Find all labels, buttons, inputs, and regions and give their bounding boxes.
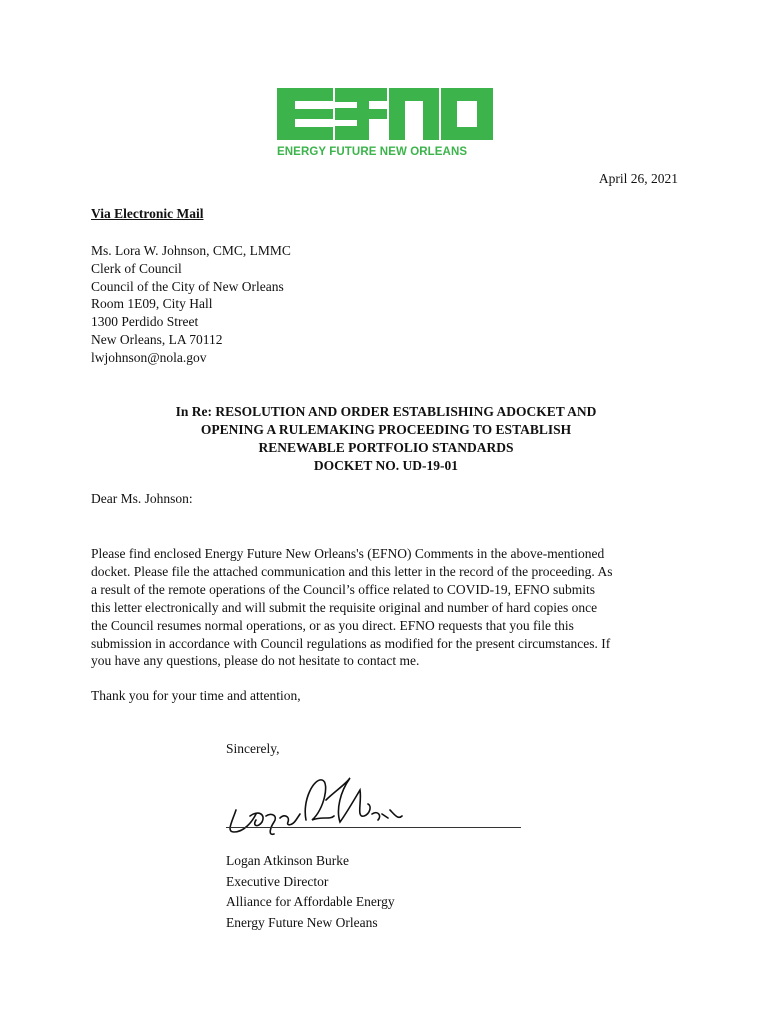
address-line: New Orleans, LA 70112 [91, 331, 223, 347]
signer-organization: Alliance for Affordable Energy [226, 894, 395, 909]
signer-block [226, 851, 395, 933]
recipient-address [91, 242, 291, 367]
body-line: docket. Please file the attached communication and this letter in the record of the proceeding. As [91, 563, 613, 579]
subject-line: In Re: RESOLUTION AND ORDER ESTABLISHING ADOCKET AND [175, 404, 597, 419]
body-line: you have any questions, please do not hesitate to contact me. [91, 653, 420, 669]
body-line: this letter electronically and will submit the requisite original and number of hard copies once [91, 599, 598, 615]
efno-logo [277, 88, 493, 158]
signature-line [226, 827, 521, 828]
body-line: submission in accordance with Council regulations as modified for the present circumstances. If [91, 635, 611, 651]
handwritten-signature [222, 770, 522, 840]
closing: Sincerely, [226, 741, 280, 756]
signer-title: Executive Director [226, 873, 329, 889]
address-line: Ms. Lora W. Johnson, CMC, LMMC [91, 243, 291, 258]
logo-tagline: ENERGY FUTURE NEW ORLEANS [277, 146, 468, 158]
recipient-email: lwjohnson@nola.gov [91, 349, 207, 365]
letter-date: April 26, 2021 [598, 171, 678, 186]
delivery-method: Via Electronic Mail [91, 206, 204, 221]
thanks-line: Thank you for your time and attention, [91, 688, 301, 703]
efno-logo-mark [277, 88, 493, 140]
address-line: Room 1E09, City Hall [91, 296, 213, 312]
signer-organization: Energy Future New Orleans [226, 914, 378, 930]
docket-number: DOCKET NO. UD-19-01 [313, 458, 459, 473]
subject-line: OPENING A RULEMAKING PROCEEDING TO ESTABLISH [200, 422, 572, 437]
address-line: Clerk of Council [91, 260, 182, 276]
body-line: a result of the remote operations of the Council’s office related to COVID-19, EFNO submits [91, 581, 596, 597]
address-line: Council of the City of New Orleans [91, 278, 284, 294]
body-line: Please find enclosed Energy Future New Orleans's (EFNO) Comments in the above-mentioned [91, 546, 605, 561]
signer-name: Logan Atkinson Burke [226, 853, 349, 868]
subject-line: RENEWABLE PORTFOLIO STANDARDS [258, 440, 514, 455]
body-paragraph [91, 545, 681, 670]
subject-block [91, 403, 681, 475]
address-line: 1300 Perdido Street [91, 314, 199, 330]
body-line: the Council resumes normal operations, or as you direct. EFNO requests that you file this [91, 617, 574, 633]
salutation: Dear Ms. Johnson: [91, 491, 193, 506]
